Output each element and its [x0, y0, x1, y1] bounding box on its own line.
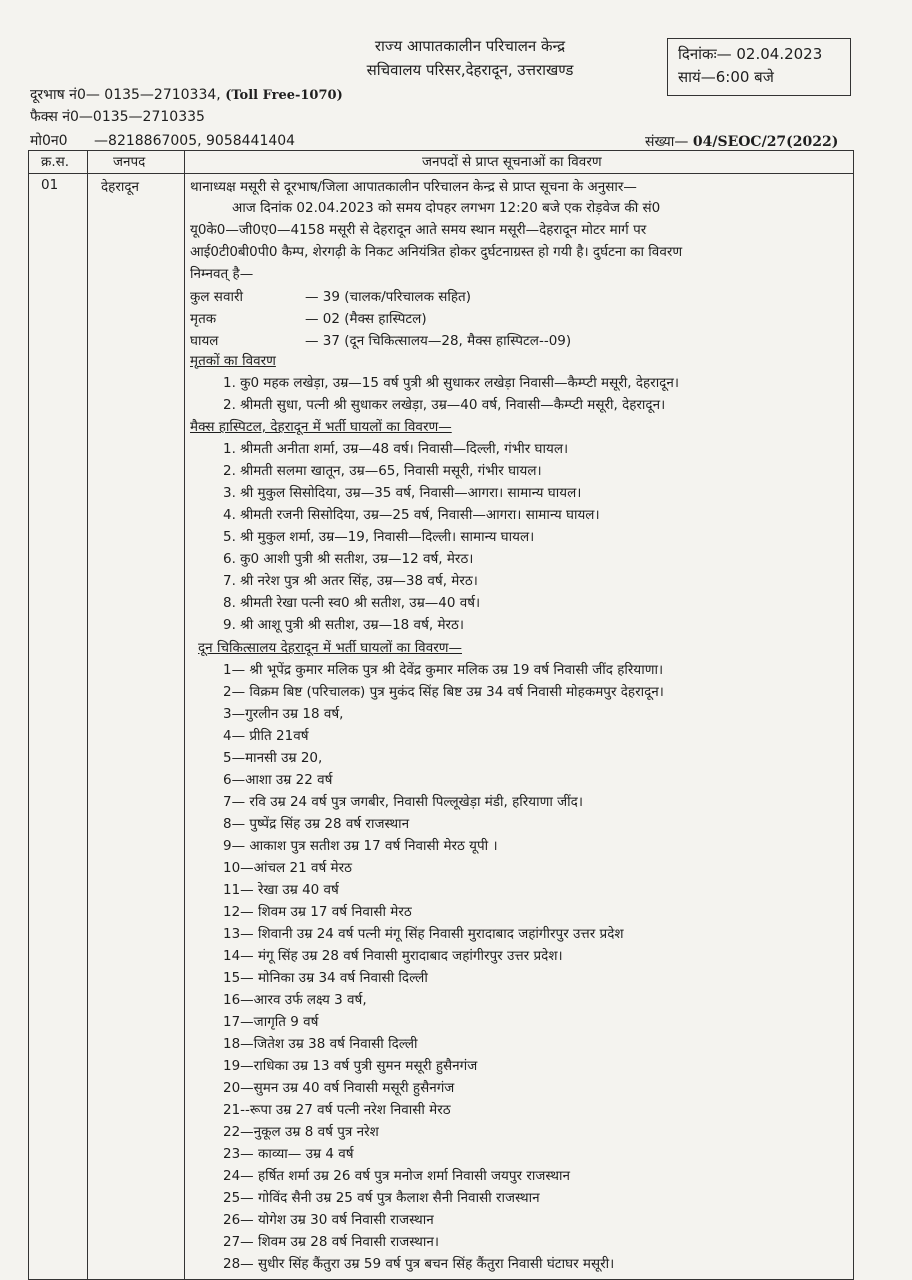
max-injured-item: 8. श्रीमती रेखा पत्नी स्व0 श्री सतीश, उम्र—40 वर्ष। [223, 595, 481, 611]
max-injured-item: 1. श्रीमती अनीता शर्मा, उम्र—48 वर्ष। निवासी—दिल्ली, गंभीर घायल। [223, 441, 569, 457]
toll-free: (Toll Free-1070) [225, 88, 343, 103]
doon-injured-item: 4— प्रीति 21वर्ष [223, 728, 309, 744]
doon-injured-item: 18—जितेश उम्र 38 वर्ष निवासी दिल्ली [223, 1036, 418, 1052]
fax-line: फैक्स नं0—0135—2710335 [30, 109, 205, 125]
doon-injured-item: 9— आकाश पुत्र सतीश उम्र 17 वर्ष निवासी मेरठ यूपी । [223, 838, 498, 854]
deceased-item: 1. कु0 महक लखेड़ा, उम्र—15 वर्ष पुत्री श्री सुधाकर लखेड़ा निवासी—कैम्प्टी मसूरी, देहरादून। [223, 375, 679, 391]
max-injured-item: 7. श्री नरेश पुत्र श्री अतर सिंह, उम्र—38 वर्ष, मेरठ। [223, 573, 478, 589]
column-divider-1 [87, 151, 88, 1279]
doon-injured-item: 10—आंचल 21 वर्ष मेरठ [223, 860, 352, 876]
mobile-numbers: —8218867005, 9058441404 [94, 133, 296, 149]
doon-injured-item: 2— विक्रम बिष्ट (परिचालक) पुत्र मुकंद सिंह बिष्ट उम्र 34 वर्ष निवासी मोहकमपुर देहरादून। [223, 684, 664, 700]
date-text: दिनांकः— 02.04.2023 [678, 45, 823, 63]
max-injured-item: 5. श्री मुकुल शर्मा, उम्र—19, निवासी—दिल्ली। सामान्य घायल। [223, 529, 535, 545]
doon-injured-item: 15— मोनिका उम्र 34 वर्ष निवासी दिल्ली [223, 970, 428, 986]
doon-injured-item: 1— श्री भूपेंद्र कुमार मलिक पुत्र श्री देवेंद्र कुमार मलिक उम्र 19 वर्ष निवासी जींद हरियाणा। [223, 662, 664, 678]
max-injured-item: 9. श्री आशू पुत्री श्री सतीश, उम्र—18 वर्ष, मेरठ। [223, 617, 465, 633]
doon-injured-item: 11— रेखा उम्र 40 वर्ष [223, 882, 339, 898]
intro-line: आज दिनांक 02.04.2023 को समय दोपहर लगभग 12:20 बजे एक रोड़वेज की सं0 [232, 200, 661, 216]
doon-injured-item: 17—जागृति 9 वर्ष [223, 1014, 319, 1030]
deceased-heading: मृतकों का विवरण [190, 353, 276, 369]
phone-number: दूरभाष नं0— 0135—2710334, [30, 87, 221, 103]
doon-injured-item: 12— शिवम उम्र 17 वर्ष निवासी मेरठ [223, 904, 412, 920]
ref-code: 04/SEOC/27(2022) [692, 134, 839, 150]
doon-hospital-heading: दून चिकित्सालय देहरादून में भर्ती घायलों का विवरण— [198, 640, 462, 656]
mobile-line [30, 131, 295, 150]
row-sno: 01 [41, 177, 59, 193]
summary-label: कुल सवारी [190, 289, 243, 305]
row-district: देहरादून [101, 179, 140, 195]
deceased-item: 2. श्रीमती सुधा, पत्नी श्री सुधाकर लखेड़ा, उम्र—40 वर्ष, निवासी—कैम्प्टी मसूरी, देहरादून। [223, 397, 666, 413]
org-name: राज्य आपातकालीन परिचालन केन्द्र [374, 37, 566, 55]
doon-injured-item: 14— मंगू सिंह उम्र 28 वर्ष निवासी मुरादाबाद जहांगीरपुर उत्तर प्रदेश। [223, 948, 563, 964]
summary-value: — 39 (चालक/परिचालक सहित) [305, 289, 471, 305]
col-header-details: जनपदों से प्राप्त सूचनाओं का विवरण [422, 154, 602, 170]
summary-value: — 37 (दून चिकित्सालय—28, मैक्स हास्पिटल--09) [305, 333, 572, 349]
doon-injured-item: 21--रूपा उम्र 27 वर्ष पत्नी नरेश निवासी मेरठ [223, 1102, 451, 1118]
intro-line: थानाध्यक्ष मसूरी से दूरभाष/जिला आपातकालीन परिचालन केन्द्र से प्राप्त सूचना के अनुसार— [190, 179, 637, 195]
col-header-sno: क्र.स. [41, 154, 70, 170]
doon-injured-item: 20—सुमन उम्र 40 वर्ष निवासी मसूरी हुसैनगंज [223, 1080, 455, 1096]
doon-injured-item: 28— सुधीर सिंह कैंतुरा उम्र 59 वर्ष पुत्र बचन सिंह कैंतुरा निवासी घंटाघर मसूरी। [223, 1256, 615, 1272]
max-hospital-heading: मैक्स हास्पिटल, देहरादून में भर्ती घायलों का विवरण— [190, 419, 452, 435]
doon-injured-item: 27— शिवम उम्र 28 वर्ष निवासी राजस्थान। [223, 1234, 440, 1250]
intro-line: आई0टी0बी0पी0 कैम्प, शेरगढ़ी के निकट अनियंत्रित होकर दुर्घटनाग्रस्त हो गयी है। दुर्घटना का विवरण [190, 244, 683, 260]
summary-row [190, 331, 571, 349]
doon-injured-item: 7— रवि उम्र 24 वर्ष पुत्र जगबीर, निवासी पिल्लूखेड़ा मंडी, हरियाणा जींद। [223, 794, 583, 810]
header-divider [29, 173, 853, 174]
doon-injured-item: 16—आरव उर्फ लक्ष्य 3 वर्ष, [223, 992, 367, 1008]
intro-line: निम्नवत् है— [190, 266, 254, 282]
max-injured-item: 6. कु0 आशी पुत्री श्री सतीश, उम्र—12 वर्ष, मेरठ। [223, 551, 474, 567]
ref-label: संख्या— [645, 134, 689, 150]
phone-line [30, 85, 343, 104]
doon-injured-item: 25— गोविंद सैनी उम्र 25 वर्ष पुत्र कैलाश सैनी निवासी राजस्थान [223, 1190, 540, 1206]
max-injured-item: 2. श्रीमती सलमा खातून, उम्र—65, निवासी मसूरी, गंभीर घायल। [223, 463, 542, 479]
doon-injured-item: 5—मानसी उम्र 20, [223, 750, 323, 766]
org-address: सचिवालय परिसर,देहरादून, उत्तराखण्ड [366, 61, 574, 79]
max-injured-item: 3. श्री मुकुल सिसोदिया, उम्र—35 वर्ष, निवासी—आगरा। सामान्य घायल। [223, 485, 582, 501]
letterhead [300, 34, 640, 82]
mobile-label: मो0न0 [30, 133, 68, 149]
column-divider-2 [184, 151, 185, 1279]
time-text: सायं—6:00 बजे [678, 68, 774, 86]
col-header-district: जनपद [113, 154, 146, 170]
summary-row [190, 309, 427, 327]
doon-injured-item: 23— काव्या— उम्र 4 वर्ष [223, 1146, 354, 1162]
intro-line: यू0के0—जी0ए0—4158 मसूरी से देहरादून आते समय स्थान मसूरी—देहरादून मोटर मार्ग पर [190, 222, 647, 238]
summary-row [190, 287, 471, 305]
summary-label: घायल [190, 333, 219, 349]
date-box [667, 38, 851, 96]
max-injured-item: 4. श्रीमती रजनी सिसोदिया, उम्र—25 वर्ष, निवासी—आगरा। सामान्य घायल। [223, 507, 600, 523]
summary-value: — 02 (मैक्स हास्पिटल) [305, 311, 427, 327]
doon-injured-item: 22—नुकूल उम्र 8 वर्ष पुत्र नरेश [223, 1124, 379, 1140]
reference-number [645, 132, 838, 151]
doon-injured-item: 19—राधिका उम्र 13 वर्ष पुत्री सुमन मसूरी हुसैनगंज [223, 1058, 478, 1074]
doon-injured-item: 24— हर्षित शर्मा उम्र 26 वर्ष पुत्र मनोज शर्मा निवासी जयपुर राजस्थान [223, 1168, 570, 1184]
doon-injured-item: 26— योगेश उम्र 30 वर्ष निवासी राजस्थान [223, 1212, 434, 1228]
doon-injured-item: 13— शिवानी उम्र 24 वर्ष पत्नी मंगू सिंह निवासी मुरादाबाद जहांगीरपुर उत्तर प्रदेश [223, 926, 624, 942]
doon-injured-item: 6—आशा उम्र 22 वर्ष [223, 772, 333, 788]
doon-injured-item: 8— पुष्पेंद्र सिंह उम्र 28 वर्ष राजस्थान [223, 816, 410, 832]
doon-injured-item: 3—गुरलीन उम्र 18 वर्ष, [223, 706, 344, 722]
summary-label: मृतक [190, 311, 217, 327]
